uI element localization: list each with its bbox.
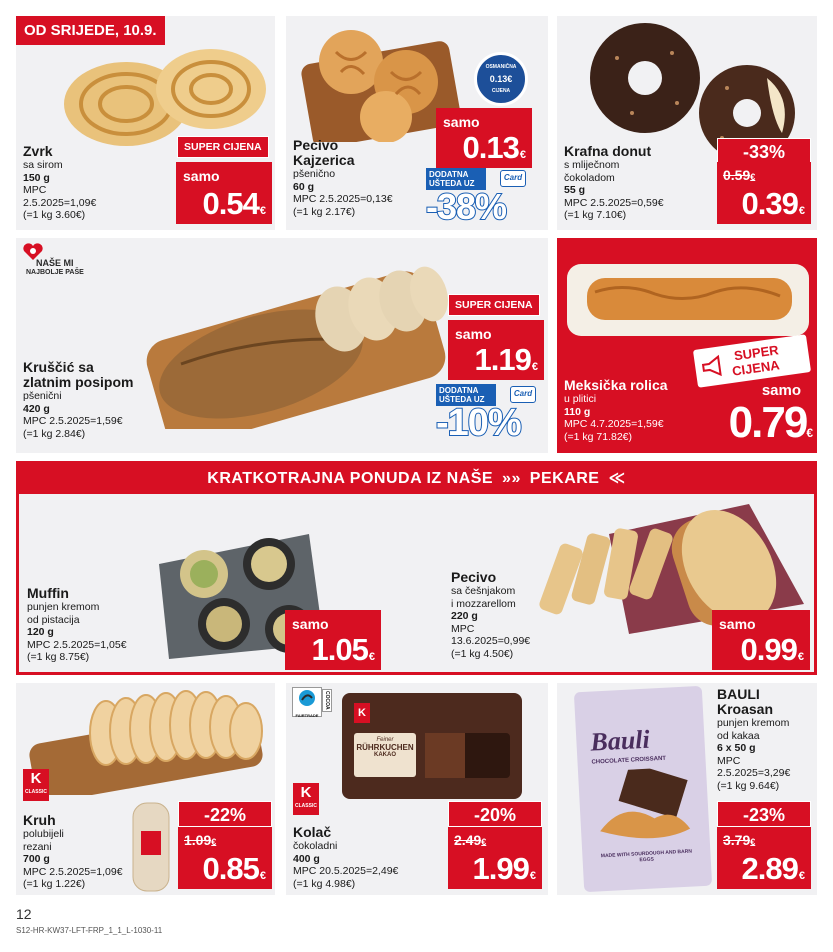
mpc-label: MPC xyxy=(717,754,741,767)
product-name-line1: Kruščić sa xyxy=(23,359,94,375)
samo-label: samo xyxy=(761,382,801,399)
unit-price: (=1 kg 9.64€) xyxy=(717,779,780,792)
bonus-percent: -10% xyxy=(436,402,521,444)
product-desc-line1: polubijeli xyxy=(23,828,64,840)
card-bonus xyxy=(436,384,546,450)
product-name: Kolač xyxy=(293,824,332,840)
card-icon: Card xyxy=(500,170,526,187)
product-desc-line2: rezani xyxy=(23,840,52,853)
price-box xyxy=(178,827,272,889)
mpc-value: 13.6.2025=0,99€ xyxy=(451,635,531,647)
price xyxy=(312,632,375,668)
card-icon: Card xyxy=(510,386,536,403)
unit-price: (=1 kg 4.50€) xyxy=(451,647,514,660)
bonus-percent: -38% xyxy=(426,186,507,227)
price xyxy=(463,130,526,166)
pack-line3: KAKAO xyxy=(374,752,396,758)
mpc-value: 2.5.2025=1,09€ xyxy=(23,196,97,209)
product-desc: čokoladni xyxy=(293,840,338,852)
price-box xyxy=(176,162,272,224)
product-weight: 55 g xyxy=(564,184,586,196)
product-tile-kruh[interactable] xyxy=(16,683,275,895)
k-logo-icon: K xyxy=(30,770,42,787)
samo-label: samo xyxy=(443,114,480,130)
price xyxy=(742,186,805,222)
pack-subtitle: CHOCOLATE CROISSANT xyxy=(591,755,667,766)
old-price xyxy=(723,167,755,183)
product-tile-bauli[interactable] xyxy=(557,683,817,895)
bread-loaf-image xyxy=(141,244,451,429)
mpc-value: MPC 4.7.2025=1,59€ xyxy=(564,418,664,430)
unit-price: (=1 kg 2.84€) xyxy=(23,427,86,440)
old-price xyxy=(723,832,755,848)
price-box xyxy=(448,827,542,889)
price-value: 0.13 xyxy=(462,130,519,165)
cake-slice-image xyxy=(420,723,515,783)
classic-label: CLASSIC xyxy=(25,789,47,795)
unit-price: (=1 kg 4.98€) xyxy=(293,877,356,890)
unit-price: (=1 kg 71.82€) xyxy=(564,430,633,443)
price xyxy=(742,851,805,887)
product-weight: 110 g xyxy=(564,405,591,418)
bread-image xyxy=(26,685,275,795)
product-name-line2: Kajzerica xyxy=(293,152,355,168)
old-price-value: 0.59 xyxy=(723,167,751,183)
product-name-line2: zlatnim posipom xyxy=(23,374,134,390)
fairtrade-logo xyxy=(292,687,322,717)
product-desc: sa sirom xyxy=(23,159,63,171)
unit-price: (=1 kg 1.22€) xyxy=(23,878,86,890)
pack-line1: Feiner xyxy=(376,737,394,743)
product-tile-kajzerica[interactable] xyxy=(286,16,548,230)
product-weight: 420 g xyxy=(23,402,50,415)
price-value: 1.99 xyxy=(472,851,529,886)
product-name: Zvrk xyxy=(23,143,53,159)
price-value: 1.05 xyxy=(311,632,368,667)
product-weight: 220 g xyxy=(451,610,478,622)
bonus-text: DODATNA UŠTEDA UZ xyxy=(426,168,486,190)
bread-pack-image xyxy=(131,801,171,893)
product-desc-line2: i mozzarellom xyxy=(451,597,516,610)
product-tile-meksicka[interactable] xyxy=(557,238,817,453)
unit-price: (=1 kg 2.17€) xyxy=(293,205,356,218)
currency: € xyxy=(259,870,266,882)
donut-image xyxy=(577,18,812,158)
unit-price: (=1 kg 7.10€) xyxy=(564,209,627,221)
currency: € xyxy=(798,205,805,217)
price-box[interactable] xyxy=(712,610,810,670)
product-weight: 150 g xyxy=(23,171,50,184)
currency: € xyxy=(368,651,375,663)
currency: € xyxy=(531,361,538,373)
price xyxy=(473,851,536,887)
page-number: 12 xyxy=(16,906,32,922)
classic-label: CLASSIC xyxy=(295,803,317,809)
date-badge: OD SRIJEDE, 10.9. xyxy=(16,16,165,45)
old-price-value: 3.79 xyxy=(723,832,751,848)
price-value: 0.79 xyxy=(728,398,807,447)
product-tile-kolac[interactable] xyxy=(286,683,548,895)
product-weight: 60 g xyxy=(293,180,315,193)
product-desc: pšenično xyxy=(293,168,336,180)
wheat-icon-right: ≪ xyxy=(608,470,626,487)
product-brand: BAULI xyxy=(717,686,760,702)
pack-label xyxy=(354,733,416,777)
kaufland-classic-logo xyxy=(23,769,49,801)
currency: € xyxy=(806,426,813,440)
product-desc-line2: čokoladom xyxy=(564,171,615,184)
rolica-image xyxy=(565,262,811,338)
stamp-price: 0.13€ xyxy=(489,74,513,84)
samo-label: samo xyxy=(292,616,329,632)
k-logo-icon: K xyxy=(300,784,312,801)
product-name: Pecivo xyxy=(451,569,497,585)
pack-line2: RÜHRKUCHEN xyxy=(356,743,414,752)
bakery-banner xyxy=(19,464,814,494)
mpc-value: MPC 2.5.2025=1,59€ xyxy=(23,415,123,427)
bonus-text: DODATNA UŠTEDA UZ xyxy=(436,384,496,406)
cocoa-label: COCOA xyxy=(324,691,330,710)
bauli-pack-image xyxy=(574,686,712,892)
discount-badge: -33% xyxy=(717,138,811,164)
product-name: Kroasan xyxy=(717,701,774,717)
samo-label: samo xyxy=(455,326,492,342)
product-name: Kruh xyxy=(23,812,56,828)
cijena-label: CIJENA xyxy=(731,357,781,379)
mpc-value: MPC 2.5.2025=0,13€ xyxy=(293,193,393,205)
super-cijena-label: SUPER CIJENA xyxy=(448,294,540,316)
product-weight: 120 g xyxy=(27,626,54,638)
product-desc-line1: punjen kremom xyxy=(27,601,100,613)
price-box xyxy=(436,108,532,168)
product-desc-line1: sa češnjakom xyxy=(451,585,516,597)
kaufland-classic-logo xyxy=(293,783,319,815)
product-tile-kruscic[interactable] xyxy=(16,238,548,453)
pack-brand: Bauli xyxy=(589,724,651,757)
unit-price: (=1 kg 3.60€) xyxy=(23,209,86,221)
price-box xyxy=(448,320,544,380)
mpc-value: MPC 20.5.2025=2,49€ xyxy=(293,865,399,877)
logo-line2: NAJBOLJE PAŠE xyxy=(26,269,84,276)
mpc-value: 2.5.2025=3,29€ xyxy=(717,767,791,779)
old-price xyxy=(184,832,216,848)
super-label: SUPER xyxy=(733,342,780,364)
product-desc-line2: od kakaa xyxy=(717,729,760,742)
zvrk-image xyxy=(56,34,271,149)
currency: € xyxy=(798,870,805,882)
old-price-value: 1.09 xyxy=(184,832,212,848)
currency: € xyxy=(797,651,804,663)
card-bonus xyxy=(426,168,546,230)
discount-badge: -20% xyxy=(448,801,542,827)
k-logo-icon: K xyxy=(354,703,370,723)
logo-line1: NAŠE MI xyxy=(36,258,74,268)
price-value: 1.19 xyxy=(474,342,531,377)
old-price xyxy=(454,832,486,848)
price-box[interactable] xyxy=(285,610,381,670)
product-weight: 400 g xyxy=(293,852,320,865)
wheat-icon: »» xyxy=(502,470,521,487)
discount-badge: -22% xyxy=(178,801,272,827)
price xyxy=(203,186,266,222)
product-tile-krafna[interactable] xyxy=(557,16,817,230)
currency: € xyxy=(529,870,536,882)
banner-text-right: PEKARE xyxy=(529,470,600,487)
currency: € xyxy=(750,837,756,847)
stamp-bottom: CIJENA xyxy=(491,88,511,94)
price-value: 0.54 xyxy=(202,186,259,221)
pack-note: MADE WITH SOURDOUGH AND BARN EGGS xyxy=(600,848,693,864)
samo-label: samo xyxy=(719,616,756,632)
product-weight: 6 x 50 g xyxy=(717,742,756,754)
unit-price: (=1 kg 8.75€) xyxy=(27,651,90,663)
mpc-value: MPC 2.5.2025=1,05€ xyxy=(27,638,127,651)
currency: € xyxy=(259,205,266,217)
price-value: 0.99 xyxy=(740,632,797,667)
price-box xyxy=(717,162,811,224)
product-desc-line2: od pistacija xyxy=(27,613,80,626)
product-name-line1: Pecivo xyxy=(293,137,339,153)
mpc-value: MPC 2.5.2025=1,09€ xyxy=(23,865,123,878)
price-area xyxy=(697,380,813,450)
price-value: 2.89 xyxy=(741,851,798,886)
product-desc-line1: punjen kremom xyxy=(717,717,790,729)
mpc-value: MPC 2.5.2025=0,59€ xyxy=(564,196,664,209)
megaphone-icon xyxy=(700,354,727,379)
price xyxy=(741,632,804,668)
product-tile-zvrk[interactable] xyxy=(16,16,275,230)
price-value: 0.85 xyxy=(202,851,259,886)
product-desc: u plitici xyxy=(564,393,597,405)
product-name: Krafna donut xyxy=(564,143,652,159)
price xyxy=(203,851,266,887)
super-cijena-label: SUPER CIJENA xyxy=(177,136,269,158)
mpc-label: MPC xyxy=(451,622,475,635)
currency: € xyxy=(211,837,217,847)
bakery-section xyxy=(16,461,817,675)
footer-code: S12-HR-KW37-LFT-FRP_1_1_L-1030-11 xyxy=(16,926,163,935)
croissant-image xyxy=(592,766,696,851)
price xyxy=(729,398,813,448)
product-weight: 700 g xyxy=(23,853,50,865)
fairtrade-label: FAIRTRADE xyxy=(295,713,319,718)
cake-pack-image xyxy=(342,693,522,799)
currency: € xyxy=(481,837,487,847)
stamp-top: OSMANIČNA xyxy=(485,64,517,70)
nase-mi-logo xyxy=(22,242,84,284)
currency: € xyxy=(519,149,526,161)
product-desc-line1: s mliječnom xyxy=(564,159,620,171)
banner-text-left: KRATKOTRAJNA PONUDA IZ NAŠE xyxy=(207,470,494,487)
fairtrade-icon xyxy=(293,688,321,708)
product-name: Meksička rolica xyxy=(564,377,668,393)
samo-label: samo xyxy=(183,168,220,184)
price-stamp xyxy=(474,52,528,106)
price-value: 0.39 xyxy=(741,186,798,221)
product-name: Muffin xyxy=(27,585,69,601)
old-price-value: 2.49 xyxy=(454,832,482,848)
price-box xyxy=(717,827,811,889)
mpc-label: MPC xyxy=(23,184,47,196)
product-desc: pšenični xyxy=(23,390,62,402)
currency: € xyxy=(750,172,756,182)
price xyxy=(475,342,538,378)
discount-badge: -23% xyxy=(717,801,811,827)
